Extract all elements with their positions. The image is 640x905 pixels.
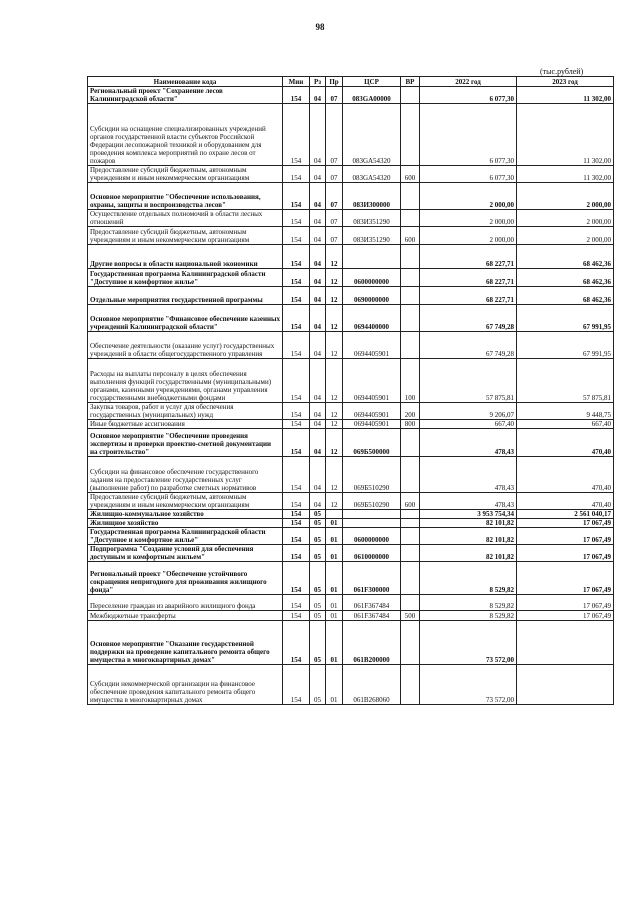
table-row: [88, 611, 614, 621]
cell-name: Другие вопросы в области национальной экономики: [88, 245, 283, 269]
cell-name: Субсидии некоммерческой организации на финансовое обеспечение проведения капитального ремонта общего имущества в многоквартирных домах: [88, 665, 283, 705]
cell-min: 154: [283, 562, 310, 595]
cell-pr: 12: [326, 245, 343, 269]
cell-2023: 2 561 040,17: [517, 510, 614, 519]
cell-rz: 04: [310, 305, 326, 332]
cell-csr: [343, 510, 401, 519]
cell-vr: [401, 210, 420, 227]
cell-2022: 2 000,00: [420, 227, 517, 245]
cell-pr: 01: [326, 528, 343, 545]
cell-pr: 01: [326, 665, 343, 705]
cell-min: 154: [283, 403, 310, 420]
cell-2022: 73 572,00: [420, 665, 517, 705]
table-row: [88, 621, 614, 665]
table-row: [88, 104, 614, 166]
cell-pr: 12: [326, 420, 343, 429]
table-header-row: [88, 77, 614, 87]
cell-name: Отдельные мероприятия государственной программы: [88, 287, 283, 305]
cell-2022: 82 101,82: [420, 545, 517, 562]
cell-2023: 17 067,49: [517, 562, 614, 595]
cell-vr: [401, 621, 420, 665]
cell-2022: 478,43: [420, 493, 517, 510]
cell-csr: [343, 245, 401, 269]
header-min: Мин: [283, 77, 310, 87]
cell-2022: 68 227,71: [420, 269, 517, 287]
cell-csr: 069Б510290: [343, 493, 401, 510]
table-row: [88, 403, 614, 420]
cell-vr: [401, 510, 420, 519]
cell-2023: 17 067,49: [517, 528, 614, 545]
table-row: [88, 545, 614, 562]
cell-min: 154: [283, 528, 310, 545]
cell-csr: 0600000000: [343, 269, 401, 287]
cell-pr: 12: [326, 287, 343, 305]
cell-name: Жилищное хозяйство: [88, 519, 283, 528]
cell-vr: [401, 665, 420, 705]
cell-csr: 061F367484: [343, 611, 401, 621]
cell-pr: 07: [326, 166, 343, 183]
cell-vr: [401, 595, 420, 611]
cell-pr: 12: [326, 332, 343, 359]
cell-rz: 05: [310, 621, 326, 665]
table-row: [88, 359, 614, 403]
cell-csr: 0694400000: [343, 305, 401, 332]
cell-pr: 12: [326, 359, 343, 403]
budget-table: [87, 76, 614, 705]
cell-pr: 01: [326, 519, 343, 528]
cell-csr: 069Б500000: [343, 429, 401, 457]
table-row: [88, 420, 614, 429]
cell-2022: 82 101,82: [420, 528, 517, 545]
header-2022: 2022 год: [420, 77, 517, 87]
cell-name: Основное мероприятие "Обеспечение использования, охраны, защиты и воспроизводства лесов": [88, 183, 283, 210]
cell-csr: 0694405901: [343, 359, 401, 403]
cell-csr: 083И351290: [343, 227, 401, 245]
cell-2022: 57 875,81: [420, 359, 517, 403]
cell-pr: 07: [326, 87, 343, 104]
cell-name: Региональный проект "Обеспечение устойчивого сокращения непригодного для проживания жилищного фонда": [88, 562, 283, 595]
cell-min: 154: [283, 420, 310, 429]
cell-csr: 083И300000: [343, 183, 401, 210]
cell-pr: 07: [326, 104, 343, 166]
cell-rz: 04: [310, 332, 326, 359]
cell-min: 154: [283, 429, 310, 457]
cell-min: 154: [283, 359, 310, 403]
cell-csr: 0610000000: [343, 545, 401, 562]
cell-csr: 0694405901: [343, 420, 401, 429]
table-row: [88, 665, 614, 705]
page-number: 98: [315, 22, 325, 32]
cell-min: 154: [283, 87, 310, 104]
cell-csr: 0690000000: [343, 287, 401, 305]
cell-vr: [401, 305, 420, 332]
cell-2022: 67 749,28: [420, 332, 517, 359]
cell-name: Расходы на выплаты персоналу в целях обеспечения выполнения функций государственными (муниципальными) органами, казенными учреждениями, органами управления государственными внебюджетными фондами: [88, 359, 283, 403]
cell-name: Иные бюджетные ассигнования: [88, 420, 283, 429]
cell-pr: 01: [326, 545, 343, 562]
cell-vr: [401, 104, 420, 166]
cell-vr: [401, 519, 420, 528]
cell-csr: 061B268060: [343, 665, 401, 705]
cell-rz: 05: [310, 562, 326, 595]
table-row: [88, 332, 614, 359]
cell-name: Основное мероприятие "Финансовое обеспечение казенных учреждений Калининградской области": [88, 305, 283, 332]
cell-2022: 6 077,30: [420, 104, 517, 166]
cell-name: Межбюджетные трансферты: [88, 611, 283, 621]
cell-2023: 11 302,00: [517, 104, 614, 166]
cell-pr: 07: [326, 183, 343, 210]
cell-2023: 57 875,81: [517, 359, 614, 403]
cell-min: 154: [283, 665, 310, 705]
cell-vr: [401, 183, 420, 210]
cell-pr: 01: [326, 621, 343, 665]
header-vr: ВР: [401, 77, 420, 87]
cell-name: Закупка товаров, работ и услуг для обеспечения государственных (муниципальных) нужд: [88, 403, 283, 420]
cell-2023: 68 462,36: [517, 287, 614, 305]
cell-name: Государственная программа Калининградской области "Доступное и комфортное жилье": [88, 528, 283, 545]
cell-pr: 07: [326, 210, 343, 227]
cell-min: 154: [283, 519, 310, 528]
cell-2023: 17 067,49: [517, 519, 614, 528]
cell-name: Субсидии на финансовое обеспечение государственного задания на предоставление государственных услуг (выполнение работ) по разработке сметных нормативов: [88, 457, 283, 493]
cell-rz: 04: [310, 269, 326, 287]
cell-name: Переселение граждан из аварийного жилищного фонда: [88, 595, 283, 611]
cell-min: 154: [283, 611, 310, 621]
cell-min: 154: [283, 269, 310, 287]
cell-csr: 061F367484: [343, 595, 401, 611]
cell-min: 154: [283, 245, 310, 269]
cell-name: Обеспечение деятельности (оказание услуг) государственных учреждений в области общегосударственного управления: [88, 332, 283, 359]
cell-vr: 200: [401, 403, 420, 420]
cell-min: 154: [283, 166, 310, 183]
table-row: [88, 87, 614, 104]
table-row: [88, 519, 614, 528]
cell-name: Основное мероприятие "Оказание государственной поддержки на проведение капитального ремонта общего имущества в многоквартирных домах": [88, 621, 283, 665]
cell-vr: [401, 562, 420, 595]
cell-2023: 2 000,00: [517, 183, 614, 210]
cell-min: 154: [283, 332, 310, 359]
cell-pr: 12: [326, 305, 343, 332]
cell-min: 154: [283, 210, 310, 227]
table-row: [88, 183, 614, 210]
cell-2022: 8 529,82: [420, 611, 517, 621]
cell-2023: 17 067,49: [517, 611, 614, 621]
cell-2023: 67 991,95: [517, 332, 614, 359]
table-row: [88, 269, 614, 287]
cell-pr: 12: [326, 269, 343, 287]
cell-min: 154: [283, 621, 310, 665]
cell-rz: 05: [310, 510, 326, 519]
cell-2023: 11 302,00: [517, 166, 614, 183]
cell-2022: 8 529,82: [420, 562, 517, 595]
cell-2023: 9 448,75: [517, 403, 614, 420]
cell-vr: [401, 528, 420, 545]
cell-vr: [401, 269, 420, 287]
header-pr: Пр: [326, 77, 343, 87]
cell-2023: 68 462,36: [517, 245, 614, 269]
table-row: [88, 528, 614, 545]
table-row: [88, 245, 614, 269]
units-label: (тыс.рублей): [540, 67, 584, 76]
cell-csr: 0694405901: [343, 332, 401, 359]
cell-2022: 9 206,07: [420, 403, 517, 420]
cell-vr: [401, 287, 420, 305]
cell-name: Предоставление субсидий бюджетным, автономным учреждениям и иным некоммерческим организациям: [88, 493, 283, 510]
cell-csr: 0600000000: [343, 528, 401, 545]
cell-rz: 04: [310, 493, 326, 510]
cell-name: Основное мероприятие "Обеспечение проведения экспертизы и проверки проектно-сметной документации на строительство": [88, 429, 283, 457]
cell-vr: 600: [401, 227, 420, 245]
cell-pr: 12: [326, 457, 343, 493]
table-row: [88, 562, 614, 595]
cell-pr: 12: [326, 429, 343, 457]
cell-min: 154: [283, 305, 310, 332]
header-2023: 2023 год: [517, 77, 614, 87]
cell-vr: 500: [401, 611, 420, 621]
cell-2022: 82 101,82: [420, 519, 517, 528]
cell-min: 154: [283, 457, 310, 493]
cell-rz: 04: [310, 210, 326, 227]
cell-min: 154: [283, 595, 310, 611]
cell-rz: 04: [310, 183, 326, 210]
cell-2023: 68 462,36: [517, 269, 614, 287]
table-row: [88, 210, 614, 227]
cell-rz: 04: [310, 457, 326, 493]
cell-rz: 04: [310, 359, 326, 403]
cell-2023: [517, 621, 614, 665]
cell-vr: [401, 245, 420, 269]
cell-csr: 061F300000: [343, 562, 401, 595]
header-rz: Рз: [310, 77, 326, 87]
cell-2023: 2 000,00: [517, 227, 614, 245]
cell-csr: 083GA00000: [343, 87, 401, 104]
cell-rz: 04: [310, 166, 326, 183]
cell-2023: [517, 665, 614, 705]
cell-2022: 8 529,82: [420, 595, 517, 611]
cell-rz: 05: [310, 665, 326, 705]
cell-pr: 12: [326, 493, 343, 510]
cell-rz: 05: [310, 545, 326, 562]
cell-2022: 68 227,71: [420, 287, 517, 305]
cell-vr: 600: [401, 166, 420, 183]
cell-vr: 100: [401, 359, 420, 403]
cell-pr: 07: [326, 227, 343, 245]
cell-name: Региональный проект "Сохранение лесов Калининградской области": [88, 87, 283, 104]
table-row: [88, 429, 614, 457]
cell-pr: 12: [326, 403, 343, 420]
cell-2023: 2 000,00: [517, 210, 614, 227]
cell-rz: 05: [310, 595, 326, 611]
cell-csr: 083GA54320: [343, 104, 401, 166]
cell-name: Субсидии на оснащение специализированных учреждений органов государственной власти субъектов Российской Федерации лесопожарной техникой и оборудованием для проведения комплекса мероприятий по охране лесов от пожаров: [88, 104, 283, 166]
cell-rz: 04: [310, 104, 326, 166]
cell-rz: 05: [310, 519, 326, 528]
cell-2022: 2 000,00: [420, 210, 517, 227]
header-csr: ЦСР: [343, 77, 401, 87]
cell-vr: [401, 545, 420, 562]
cell-csr: 083GA54320: [343, 166, 401, 183]
cell-name: Предоставление субсидий бюджетным, автономным учреждениям и иным некоммерческим организациям: [88, 227, 283, 245]
cell-2022: 68 227,71: [420, 245, 517, 269]
cell-vr: [401, 332, 420, 359]
cell-min: 154: [283, 287, 310, 305]
cell-min: 154: [283, 227, 310, 245]
table-row: [88, 595, 614, 611]
cell-2022: 73 572,00: [420, 621, 517, 665]
cell-2022: 478,43: [420, 457, 517, 493]
table-row: [88, 287, 614, 305]
cell-rz: 04: [310, 403, 326, 420]
cell-min: 154: [283, 104, 310, 166]
table-row: [88, 457, 614, 493]
cell-csr: 069Б510290: [343, 457, 401, 493]
cell-name: Предоставление субсидий бюджетным, автономным учреждениям и иным некоммерческим организациям: [88, 166, 283, 183]
cell-csr: 061B200000: [343, 621, 401, 665]
cell-2023: 470,40: [517, 429, 614, 457]
table-row: [88, 227, 614, 245]
cell-2022: 478,43: [420, 429, 517, 457]
cell-min: 154: [283, 493, 310, 510]
cell-pr: 01: [326, 562, 343, 595]
cell-rz: 04: [310, 87, 326, 104]
cell-2022: 6 077,30: [420, 87, 517, 104]
cell-rz: 04: [310, 420, 326, 429]
header-name: Наименование кода: [88, 77, 283, 87]
cell-2022: 2 000,00: [420, 183, 517, 210]
cell-2022: 6 077,30: [420, 166, 517, 183]
cell-pr: 01: [326, 595, 343, 611]
cell-min: 154: [283, 510, 310, 519]
cell-2022: 3 953 754,34: [420, 510, 517, 519]
table-row: [88, 493, 614, 510]
cell-min: 154: [283, 545, 310, 562]
cell-2023: 11 302,00: [517, 87, 614, 104]
cell-vr: [401, 457, 420, 493]
cell-pr: [326, 510, 343, 519]
table-row: [88, 510, 614, 519]
cell-name: Осуществление отдельных полномочий в области лесных отношений: [88, 210, 283, 227]
cell-name: Подпрограмма "Создание условий для обеспечения доступным и комфортным жильем": [88, 545, 283, 562]
cell-vr: [401, 429, 420, 457]
cell-rz: 05: [310, 528, 326, 545]
cell-2023: 470,40: [517, 493, 614, 510]
cell-rz: 04: [310, 245, 326, 269]
cell-rz: 05: [310, 611, 326, 621]
cell-name: Государственная программа Калининградской области "Доступное и комфортное жилье": [88, 269, 283, 287]
cell-min: 154: [283, 183, 310, 210]
cell-2023: 17 067,49: [517, 545, 614, 562]
cell-pr: 01: [326, 611, 343, 621]
cell-2022: 667,40: [420, 420, 517, 429]
cell-2023: 17 067,49: [517, 595, 614, 611]
cell-csr: [343, 519, 401, 528]
cell-rz: 04: [310, 287, 326, 305]
cell-name: Жилищно-коммунальное хозяйство: [88, 510, 283, 519]
cell-vr: [401, 87, 420, 104]
cell-rz: 04: [310, 227, 326, 245]
cell-csr: 083И351290: [343, 210, 401, 227]
cell-vr: 600: [401, 493, 420, 510]
cell-csr: 0694405901: [343, 403, 401, 420]
table-row: [88, 166, 614, 183]
cell-2023: 470,40: [517, 457, 614, 493]
table-row: [88, 305, 614, 332]
cell-2022: 67 749,28: [420, 305, 517, 332]
cell-2023: 667,40: [517, 420, 614, 429]
cell-vr: 800: [401, 420, 420, 429]
cell-2023: 67 991,95: [517, 305, 614, 332]
cell-rz: 04: [310, 429, 326, 457]
